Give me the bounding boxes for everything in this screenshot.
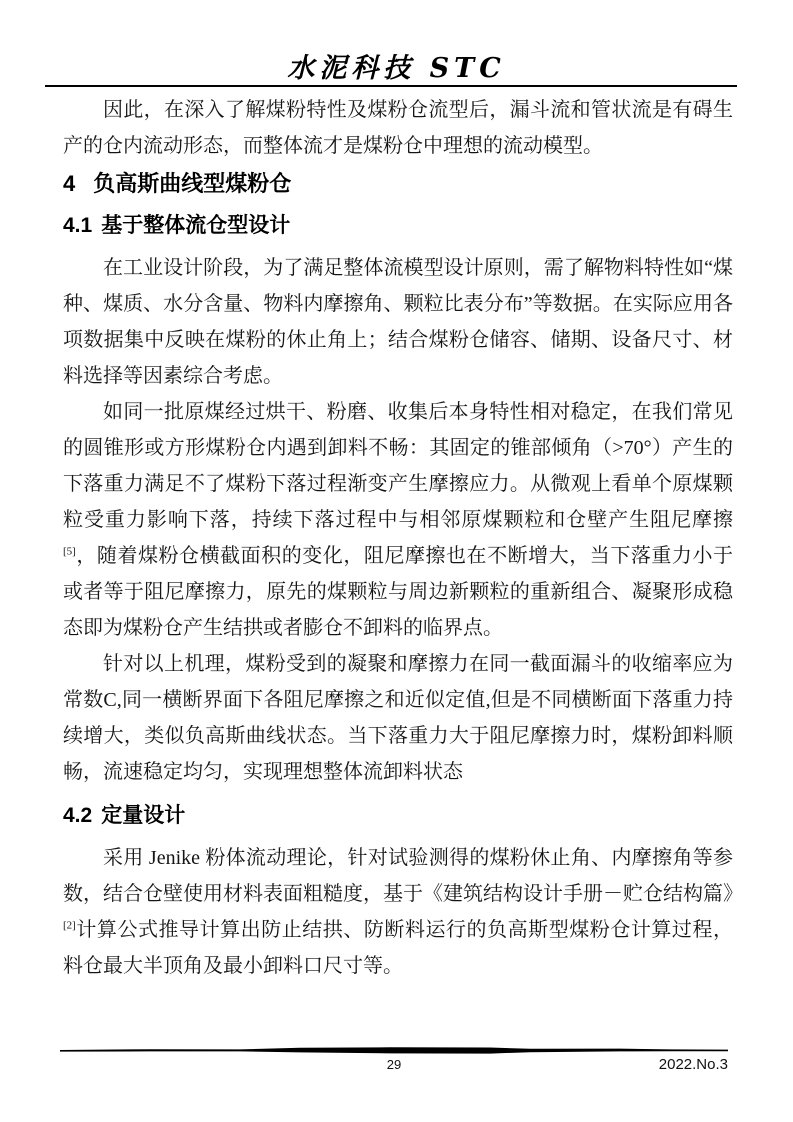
paragraph-quantitative: [63, 840, 743, 984]
subsection-4-2-number: 4.2: [63, 804, 93, 827]
paragraph-design-basis: 在工业设计阶段，为了满足整体流模型设计原则，需了解物料特性如“煤种、煤质、水分含量、物料内摩擦角、颗粒比表分布”等数据。在实际应用各项数据集中反映在煤粉的休止角上；结合煤粉仓储容、储期、设备尺寸、材料选择等因素综合考虑。: [63, 257, 733, 387]
section-heading-4: [63, 168, 733, 200]
page-number: 29: [386, 1057, 402, 1072]
footer-row: [60, 1055, 728, 1075]
section-4-number: 4: [63, 171, 76, 196]
paragraph-intro: 因此，在深入了解煤粉特性及煤粉仓流型后，漏斗流和管状流是有碍生产的仓内流动形态，而整体流才是煤粉仓中理想的流动模型。: [63, 99, 733, 157]
subsection-4-1-number: 4.1: [63, 214, 93, 237]
page-content: [63, 92, 743, 984]
subsection-4-2-title: 定量设计: [101, 804, 186, 827]
page-footer: [60, 1047, 728, 1075]
quantitative-text-after-ref: 计算公式推导计算出防止结拱、防断料运行的负高斯型煤粉仓计算过程，料仓最大半顶角及最小卸料口尺寸等。: [63, 919, 733, 977]
mechanism-text-after-ref: ，随着煤粉仓横截面积的变化，阻尼摩擦也在不断增大，当下落重力小于或者等于阻尼摩擦力，原先的煤颗粒与周边新颗粒的重新组合、凝聚形成稳态即为煤粉仓产生结拱或者膨仓不卸料的临界点。: [63, 545, 733, 639]
subsection-heading-4-1: [63, 210, 733, 242]
paragraph-gauss-curve: 针对以上机理，煤粉受到的凝聚和摩擦力在同一截面漏斗的收缩率应为常数C,同一横断界面下各阻尼摩擦之和近似定值,但是不同横断面下落重力持续增大，类似负高斯曲线状态。当下落重力大于阻尼摩擦力时，煤粉卸料顺畅，流速稳定均匀，实现理想整体流卸料状态: [63, 653, 733, 783]
header-rule: [45, 85, 737, 87]
quantitative-text-before-ref: 采用 Jenike 粉体流动理论，针对试验测得的煤粉休止角、内摩擦角等参数，结合仓壁使用材料表面粗糙度，基于《建筑结构设计手册－贮仓结构篇》: [63, 847, 743, 905]
subsection-heading-4-2: [63, 800, 733, 832]
subsection-4-1-title: 基于整体流仓型设计: [101, 214, 291, 237]
issue-label: 2022.No.3: [658, 1056, 728, 1073]
paragraph-mechanism: [63, 394, 733, 646]
journal-title: 水泥科技 STC: [287, 53, 506, 84]
section-4-title: 负高斯曲线型煤粉仓: [93, 171, 292, 196]
mechanism-text-before-ref: 如同一批原煤经过烘干、粉磨、收集后本身特性相对稳定，在我们常见的圆锥形或方形煤粉仓内遇到卸料不畅：其固定的锥部倾角（>70°）产生的下落重力满足不了煤粉下落过程渐变产生摩擦应力。从微观上看单个原煤颗粒受重力影响下落，持续下落过程中与相邻原煤颗粒和仓壁产生阻尼摩擦: [63, 401, 733, 531]
citation-ref-5: [5]: [63, 545, 76, 558]
footer-rule: [60, 1047, 728, 1054]
citation-ref-2: [2]: [63, 919, 76, 932]
